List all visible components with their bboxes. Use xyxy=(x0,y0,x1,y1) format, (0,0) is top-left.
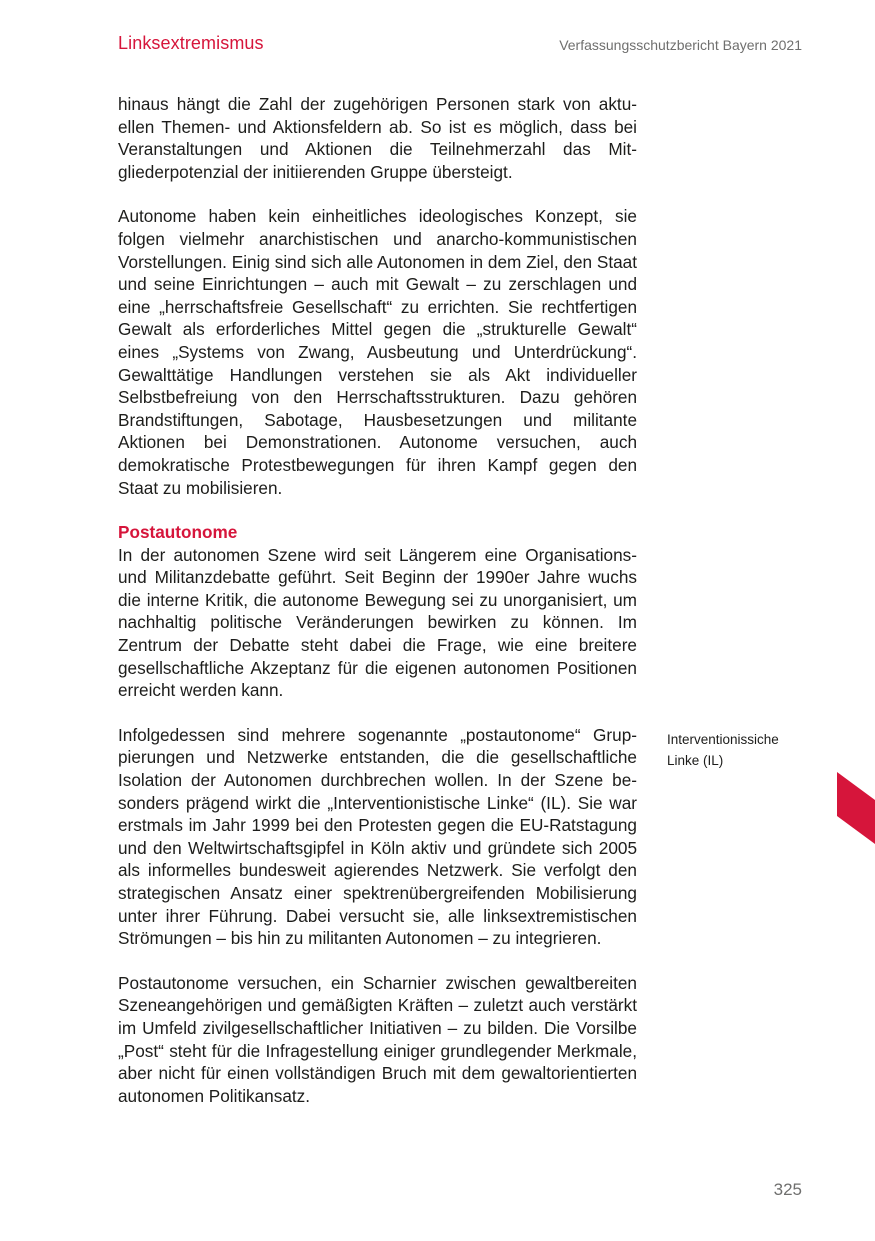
paragraph-autonome: Autonome haben kein einheitliches ideologisches Konzept, sie folgen vielmehr anarchistischen und anarcho-kommunistischen Vorstellungen. Einig sind sich alle Autonomen in dem Ziel, den Staat und seine Einrichtungen – auch mit Gewalt – zu zerschlagen und eine „herrschaftsfreie Gesellschaft“ zu errichten. Sie rechtfertigen Gewalt als erforderliches Mittel gegen die „strukturelle Gewalt“ eines „Systems von Zwang, Ausbeutung und Unterdrückung“. Gewalttätige Handlungen verstehen sie als Akt individueller Selbstbefreiung von den Herrschaftsstrukturen. Dazu gehören Brandstiftungen, Sabotage, Hausbesetzungen und militante Aktionen bei Demonstrationen. Autonome versuchen, auch demokratische Protestbewegungen für ihren Kampf gegen den Staat zu mobilisieren. xyxy=(118,206,637,498)
paragraph-scharnier: Postautonome versuchen, ein Scharnier zwischen gewaltbereiten Szeneangehörigen und gemäßigten Kräften – zuletzt auch verstärkt im Umfeld zivilgesellschaftlicher Initiativen – zu bilden. Die Vorsilbe „Post“ steht für die Infragestellung einiger grundlegender Merkmale, aber nicht für einen vollständigen Bruch mit dem gewaltorientierten autonomen Politikansatz. xyxy=(118,972,637,1106)
page-number: 325 xyxy=(773,1180,802,1199)
chapter-tab-marker xyxy=(837,772,875,844)
paragraph-continuation: hinaus hängt die Zahl der zugehörigen Personen stark von aktuellen Themen- und Aktionsfeldern ab. So ist es möglich, dass bei Veranstaltungen und Aktionen die Teilnehmerzahl das Mitgliederpotenzial der initiierenden Gruppe übersteigt. xyxy=(118,94,637,182)
paragraph-debate: In der autonomen Szene wird seit Längerem eine Organisations- und Militanzdebatte geführt. Seit Beginn der 1990er Jahre wuchs die interne Kritik, die autonome Bewegung sei zu unorganisiert, um nachhaltig politische Veränderungen bewirken zu können. Im Zentrum der Debatte steht dabei die Frage, wie eine breitere gesellschaftliche Akzeptanz für die eigenen autonomen Positionen erreicht werden kann. xyxy=(118,544,637,701)
margin-note xyxy=(667,729,807,771)
publication-title: Verfassungsschutzbericht Bayern 2021 xyxy=(559,37,802,53)
main-text-column xyxy=(118,93,637,1129)
subheading-postautonome: Postautonome xyxy=(118,522,238,543)
section-title: Linksextremismus xyxy=(118,33,264,53)
margin-note-line1: Interventionissiche xyxy=(667,732,779,747)
paragraph-interventionist: Infolgedessen sind mehrere sogenannte „postautonome“ Gruppierungen und Netzwerke entstanden, die die gesellschaftliche Isolation der Autonomen durchbrechen wollen. In der Szene besonders prägend wirkt die „Interventionistische Linke“ (IL). Sie war erstmals im Jahr 1999 bei den Protesten gegen die EU-Ratstagung und den Weltwirtschaftsgipfel in Köln aktiv und gründete sich 2005 als informelles bundesweit agierendes Netzwerk. Sie verfolgt den strategischen Ansatz einer spektrenübergreifenden Mobilisierung unter ihrer Führung. Dabei versucht sie, alle linksextremistischen Strömungen – bis hin zu militanten Autonomen – zu integrieren. xyxy=(118,724,637,949)
margin-note-line2: Linke (IL) xyxy=(667,753,724,768)
